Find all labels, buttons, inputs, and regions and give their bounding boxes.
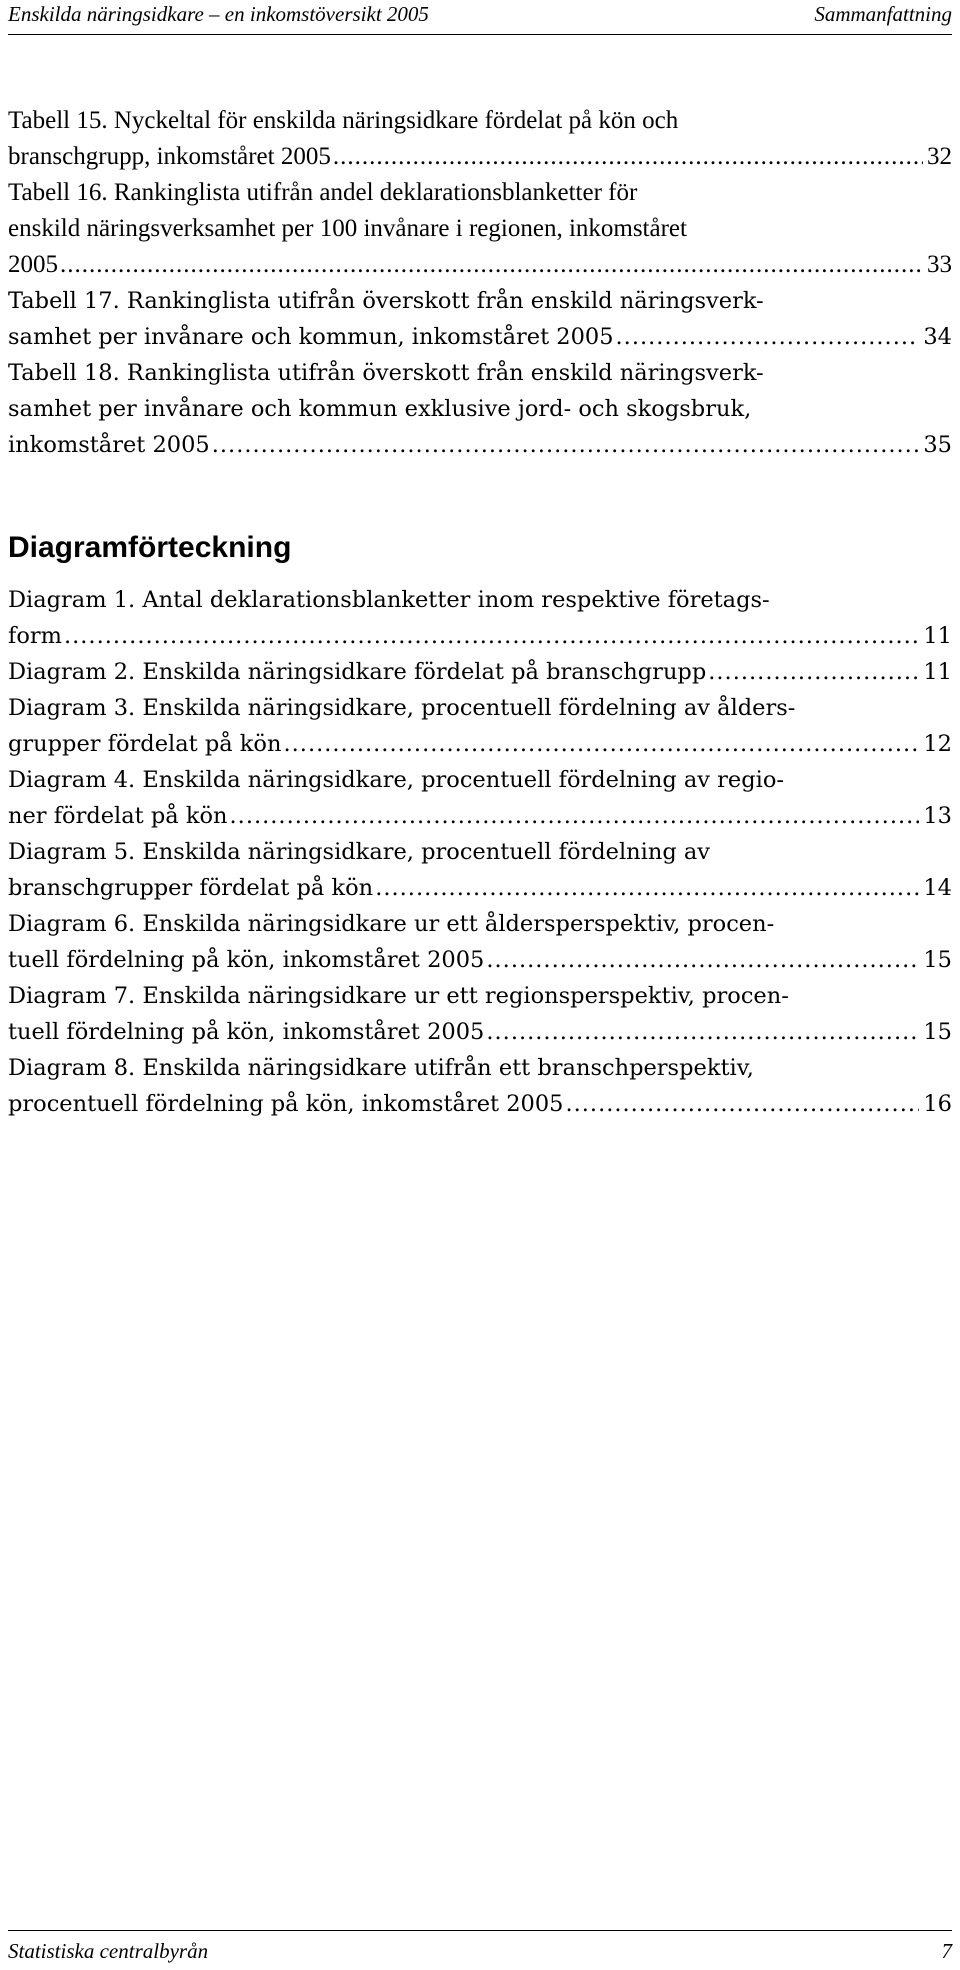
page-number: 15: [923, 947, 952, 973]
entry-line: Diagram 2. Enskilda näringsidkare fördelat på branschgrupp: [8, 659, 707, 685]
entry-line: branschgrupp, inkomståret 2005: [8, 143, 331, 170]
entry-line: Diagram 7. Enskilda näringsidkare ur ett regionsperspektiv, procen-: [8, 983, 789, 1009]
entry-line: ner fördelat på kön: [8, 803, 228, 829]
entry-line: enskild näringsverksamhet per 100 invånare i regionen, inkomståret: [8, 215, 687, 242]
toc-entry-diagram-7[interactable]: [8, 978, 952, 1050]
toc-entry-diagram-8[interactable]: [8, 1050, 952, 1122]
toc-entry-diagram-1[interactable]: [8, 582, 952, 654]
header-title: Enskilda näringsidkare – en inkomstöversikt 2005: [8, 2, 429, 26]
toc-entry-diagram-5[interactable]: [8, 834, 952, 906]
page-number: 12: [923, 731, 952, 757]
entry-line: Diagram 4. Enskilda näringsidkare, procentuell fördelning av regio-: [8, 767, 784, 793]
toc-entry-table-18[interactable]: [8, 355, 952, 463]
entry-line: inkomståret 2005: [8, 432, 210, 458]
toc-entry-diagram-2[interactable]: [8, 654, 952, 690]
entry-line: 2005: [8, 251, 58, 278]
entry-line: grupper fördelat på kön: [8, 731, 282, 757]
toc-entry-table-15[interactable]: [8, 103, 952, 175]
page-number: 11: [923, 623, 952, 649]
dot-leader: [375, 870, 919, 906]
page-number: 35: [923, 432, 952, 458]
dot-leader: [212, 427, 920, 463]
page-number: 11: [923, 659, 952, 685]
entry-line: Tabell 18. Rankinglista utifrån överskott från enskild näringsverk-: [8, 360, 764, 386]
entry-line: procentuell fördelning på kön, inkomståret 2005: [8, 1091, 564, 1117]
page-number-footer: 7: [941, 1939, 952, 1963]
entry-line: samhet per invånare och kommun, inkomståret 2005: [8, 324, 614, 350]
dot-leader: [333, 139, 923, 175]
toc-entry-diagram-6[interactable]: [8, 906, 952, 978]
dot-leader: [486, 1014, 919, 1050]
page-number: 15: [923, 1019, 952, 1045]
entry-line: Tabell 17. Rankinglista utifrån överskott från enskild näringsverk-: [8, 288, 764, 314]
page-number: 33: [927, 251, 952, 278]
entry-line: branschgrupper fördelat på kön: [8, 875, 374, 901]
entry-line: Tabell 16. Rankinglista utifrån andel deklarationsblanketter för: [8, 179, 638, 206]
toc-entry-diagram-4[interactable]: [8, 762, 952, 834]
page-number: 34: [923, 324, 952, 350]
entry-line: tuell fördelning på kön, inkomståret 2005: [8, 1019, 485, 1045]
entry-line: Tabell 15. Nyckeltal för enskilda näringsidkare fördelat på kön och: [8, 107, 679, 134]
entry-line: Diagram 5. Enskilda näringsidkare, procentuell fördelning av: [8, 839, 711, 865]
dot-leader: [486, 942, 919, 978]
dot-leader: [616, 319, 920, 355]
entry-line: Diagram 6. Enskilda näringsidkare ur ett åldersperspektiv, procen-: [8, 911, 775, 937]
publisher-name: Statistiska centralbyrån: [8, 1939, 209, 1963]
header-section: Sammanfattning: [814, 2, 952, 26]
page-number: 14: [923, 875, 952, 901]
page-footer: [8, 1930, 952, 1970]
entry-line: tuell fördelning på kön, inkomståret 2005: [8, 947, 485, 973]
dot-leader: [283, 726, 919, 762]
entry-line: samhet per invånare och kommun exklusive jord- och skogsbruk,: [8, 396, 752, 422]
page-number: 32: [927, 143, 952, 170]
page-number: 13: [923, 803, 952, 829]
entry-line: Diagram 3. Enskilda näringsidkare, procentuell fördelning av ålders-: [8, 695, 796, 721]
dot-leader: [64, 618, 919, 654]
entry-line: Diagram 1. Antal deklarationsblanketter inom respektive företags-: [8, 587, 770, 613]
dot-leader: [565, 1086, 919, 1122]
page-number: 16: [923, 1091, 952, 1117]
diagram-list: [8, 582, 952, 1122]
diagram-list-heading: Diagramförteckning: [8, 531, 292, 564]
toc-entry-diagram-3[interactable]: [8, 690, 952, 762]
page-header: [8, 0, 952, 35]
dot-leader: [708, 654, 919, 690]
toc-entry-table-16[interactable]: [8, 175, 952, 283]
entry-line: form: [8, 623, 62, 649]
entry-line: Diagram 8. Enskilda näringsidkare utifrån ett branschperspektiv,: [8, 1055, 754, 1081]
table-list: [8, 103, 952, 463]
dot-leader: [60, 247, 923, 283]
toc-entry-table-17[interactable]: [8, 283, 952, 355]
dot-leader: [230, 798, 920, 834]
